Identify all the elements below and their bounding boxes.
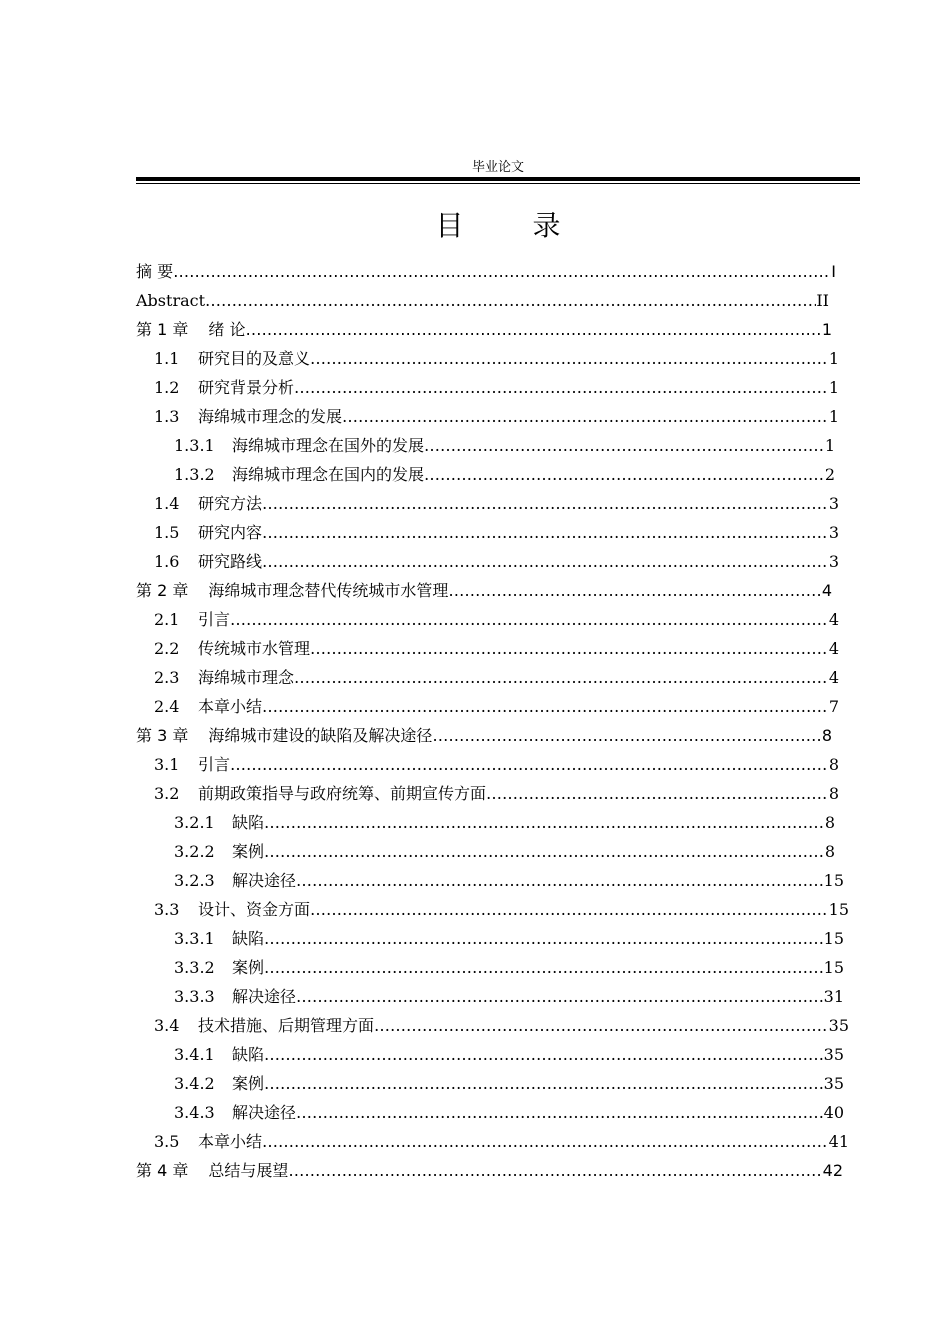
- toc-entry[interactable]: [174, 1040, 844, 1069]
- header-rule-thin: [136, 183, 860, 184]
- toc-entry-page: 15: [823, 958, 844, 977]
- toc-entry[interactable]: [154, 489, 839, 518]
- toc-entry-number: 3.5: [154, 1132, 180, 1151]
- toc-entry[interactable]: [154, 692, 839, 721]
- toc-entry-label: 技术措施、后期管理方面: [198, 1016, 375, 1035]
- toc-entry-label: 绪 论: [208, 320, 246, 339]
- toc-entry[interactable]: [154, 605, 839, 634]
- toc-entry-label: 传统城市水管理: [198, 639, 311, 658]
- toc-entry-number: 3.4: [154, 1016, 180, 1035]
- toc-entry-label: 缺陷: [232, 813, 265, 832]
- toc-entry[interactable]: [174, 1098, 844, 1127]
- page-header: 毕业论文: [471, 160, 524, 175]
- toc-entry[interactable]: [136, 286, 829, 315]
- toc-entry-page: 2: [824, 465, 835, 484]
- toc-entry-number: 1.3.2: [174, 465, 215, 484]
- toc-entry-label: 解决途径: [232, 1103, 297, 1122]
- toc-entry[interactable]: [154, 1127, 849, 1156]
- toc-entry-label: 案例: [232, 842, 265, 861]
- toc-entry-page: 31: [823, 987, 844, 1006]
- toc-entry[interactable]: [154, 402, 839, 431]
- toc-entry[interactable]: [174, 1069, 844, 1098]
- toc-entry[interactable]: [136, 315, 832, 344]
- toc-entry-page: 3: [828, 523, 839, 542]
- toc-entry-page: II: [816, 291, 829, 310]
- toc-entry[interactable]: [174, 866, 844, 895]
- toc-entry-label: 解决途径: [232, 871, 297, 890]
- toc-entry-number: 2.2: [154, 639, 180, 658]
- toc-entry-page: 15: [823, 929, 844, 948]
- toc-entry-number: 3.3.1: [174, 929, 215, 948]
- toc-entry-page: 35: [823, 1045, 844, 1064]
- toc-entry-page: 41: [828, 1132, 849, 1151]
- toc-entry-number: 第 1 章: [136, 320, 189, 339]
- toc-entry-label: 海绵城市理念: [198, 668, 295, 687]
- toc-entry-number: 第 3 章: [136, 726, 189, 745]
- toc-entry-number: 3.1: [154, 755, 180, 774]
- toc-entry-number: 2.3: [154, 668, 180, 687]
- toc-entry-page: 8: [824, 842, 835, 861]
- toc-entry-page: 8: [821, 726, 832, 745]
- toc-entry[interactable]: [174, 837, 835, 866]
- toc-entry[interactable]: [136, 257, 836, 286]
- toc-entry-label: 研究背景分析: [198, 378, 295, 397]
- toc-entry-page: 35: [828, 1016, 849, 1035]
- toc-entry[interactable]: [136, 1156, 843, 1185]
- toc-entry-number: 1.4: [154, 494, 180, 513]
- toc-entry[interactable]: [154, 373, 839, 402]
- toc-entry-page: 3: [828, 552, 839, 571]
- toc-entry-page: 7: [828, 697, 839, 716]
- toc-entry-label: 缺陷: [232, 1045, 265, 1064]
- toc-entry-number: 1.3: [154, 407, 180, 426]
- header-rule-thick: [136, 177, 860, 181]
- toc-entry-label: 解决途径: [232, 987, 297, 1006]
- toc-entry-number: 3.2.3: [174, 871, 215, 890]
- toc-entry[interactable]: [154, 344, 839, 373]
- toc-entry[interactable]: [174, 953, 844, 982]
- toc-entry-number: 3.4.1: [174, 1045, 215, 1064]
- toc-entry-label: 研究方法: [198, 494, 263, 513]
- toc-entry-page: 40: [823, 1103, 844, 1122]
- toc-entry[interactable]: [174, 924, 844, 953]
- toc-entry-label: 本章小结: [198, 697, 263, 716]
- toc-entry-label: 研究路线: [198, 552, 263, 571]
- toc-entry-number: 3.4.2: [174, 1074, 215, 1093]
- toc-entry-label: 案例: [232, 1074, 265, 1093]
- toc-entry-number: 1.3.1: [174, 436, 215, 455]
- toc-entry-page: 1: [828, 349, 839, 368]
- toc-entry-number: 3.2.2: [174, 842, 215, 861]
- toc-entry-page: 1: [828, 407, 839, 426]
- toc-entry-label: 案例: [232, 958, 265, 977]
- toc-entry[interactable]: [174, 460, 835, 489]
- toc-entry-label: 海绵城市建设的缺陷及解决途径: [208, 726, 433, 745]
- toc-entry[interactable]: [154, 895, 849, 924]
- toc-entry-page: 42: [822, 1161, 843, 1180]
- toc-entry-number: 1.6: [154, 552, 180, 571]
- toc-entry[interactable]: [136, 721, 832, 750]
- toc-entry[interactable]: [136, 576, 832, 605]
- toc-entry-number: 3.3.3: [174, 987, 215, 1006]
- toc-entry-label: 引言: [198, 610, 231, 629]
- toc-entry-page: 4: [828, 610, 839, 629]
- toc-entry-page: 35: [823, 1074, 844, 1093]
- toc-entry[interactable]: [154, 779, 839, 808]
- toc-entry-page: 4: [828, 639, 839, 658]
- toc-entry[interactable]: [174, 431, 835, 460]
- toc-entry-number: 2.4: [154, 697, 180, 716]
- toc-entry-page: 3: [828, 494, 839, 513]
- toc-entry[interactable]: [154, 1011, 849, 1040]
- toc-entry-number: 1.1: [154, 349, 180, 368]
- toc-entry-page: 1: [824, 436, 835, 455]
- toc-entry-label: 本章小结: [198, 1132, 263, 1151]
- toc-entry-label: 海绵城市理念在国外的发展: [232, 436, 425, 455]
- toc-entry[interactable]: [154, 547, 839, 576]
- toc-entry-number: 3.4.3: [174, 1103, 215, 1122]
- toc-entry[interactable]: [154, 663, 839, 692]
- toc-entry-label: Abstract: [136, 291, 206, 310]
- toc-entry-label: 设计、资金方面: [198, 900, 311, 919]
- toc-entry-label: 研究目的及意义: [198, 349, 311, 368]
- toc-entry-page: 4: [821, 581, 832, 600]
- toc-entry[interactable]: [154, 518, 839, 547]
- toc-entry-number: 1.2: [154, 378, 180, 397]
- toc-entry-page: 4: [828, 668, 839, 687]
- toc-entry-number: 3.3: [154, 900, 180, 919]
- toc-entry-page: 8: [828, 784, 839, 803]
- toc-entry-page: 1: [828, 378, 839, 397]
- toc-entry-number: 第 2 章: [136, 581, 189, 600]
- toc-entry-page: I: [831, 262, 836, 281]
- toc-entry-number: 3.2.1: [174, 813, 215, 832]
- toc-entry-label: 引言: [198, 755, 231, 774]
- toc-entry[interactable]: [174, 808, 835, 837]
- toc-entry-label: 缺陷: [232, 929, 265, 948]
- toc-entry-label: 研究内容: [198, 523, 263, 542]
- toc-entry-label: 海绵城市理念在国内的发展: [232, 465, 425, 484]
- toc-entry-label: 海绵城市理念替代传统城市水管理: [208, 581, 449, 600]
- toc-entry-page: 15: [823, 871, 844, 890]
- toc-entry-label: 海绵城市理念的发展: [198, 407, 343, 426]
- toc-entry-label: 前期政策指导与政府统筹、前期宣传方面: [198, 784, 487, 803]
- toc-entry-number: 3.2: [154, 784, 180, 803]
- toc-entry-number: 1.5: [154, 523, 180, 542]
- toc-entry-page: 8: [828, 755, 839, 774]
- toc-entry-number: 3.3.2: [174, 958, 215, 977]
- toc-entry-number: 第 4 章: [136, 1161, 189, 1180]
- toc-entry[interactable]: [174, 982, 844, 1011]
- toc-entry-page: 8: [824, 813, 835, 832]
- toc-entry[interactable]: [154, 750, 839, 779]
- toc-entry[interactable]: [154, 634, 839, 663]
- toc-entry-label: 总结与展望: [208, 1161, 289, 1180]
- toc-entry-page: 1: [821, 320, 832, 339]
- toc-entry-label: 摘 要: [136, 262, 174, 281]
- toc-title: 目 录: [435, 209, 591, 242]
- toc-entry-page: 15: [828, 900, 849, 919]
- toc-entry-number: 2.1: [154, 610, 180, 629]
